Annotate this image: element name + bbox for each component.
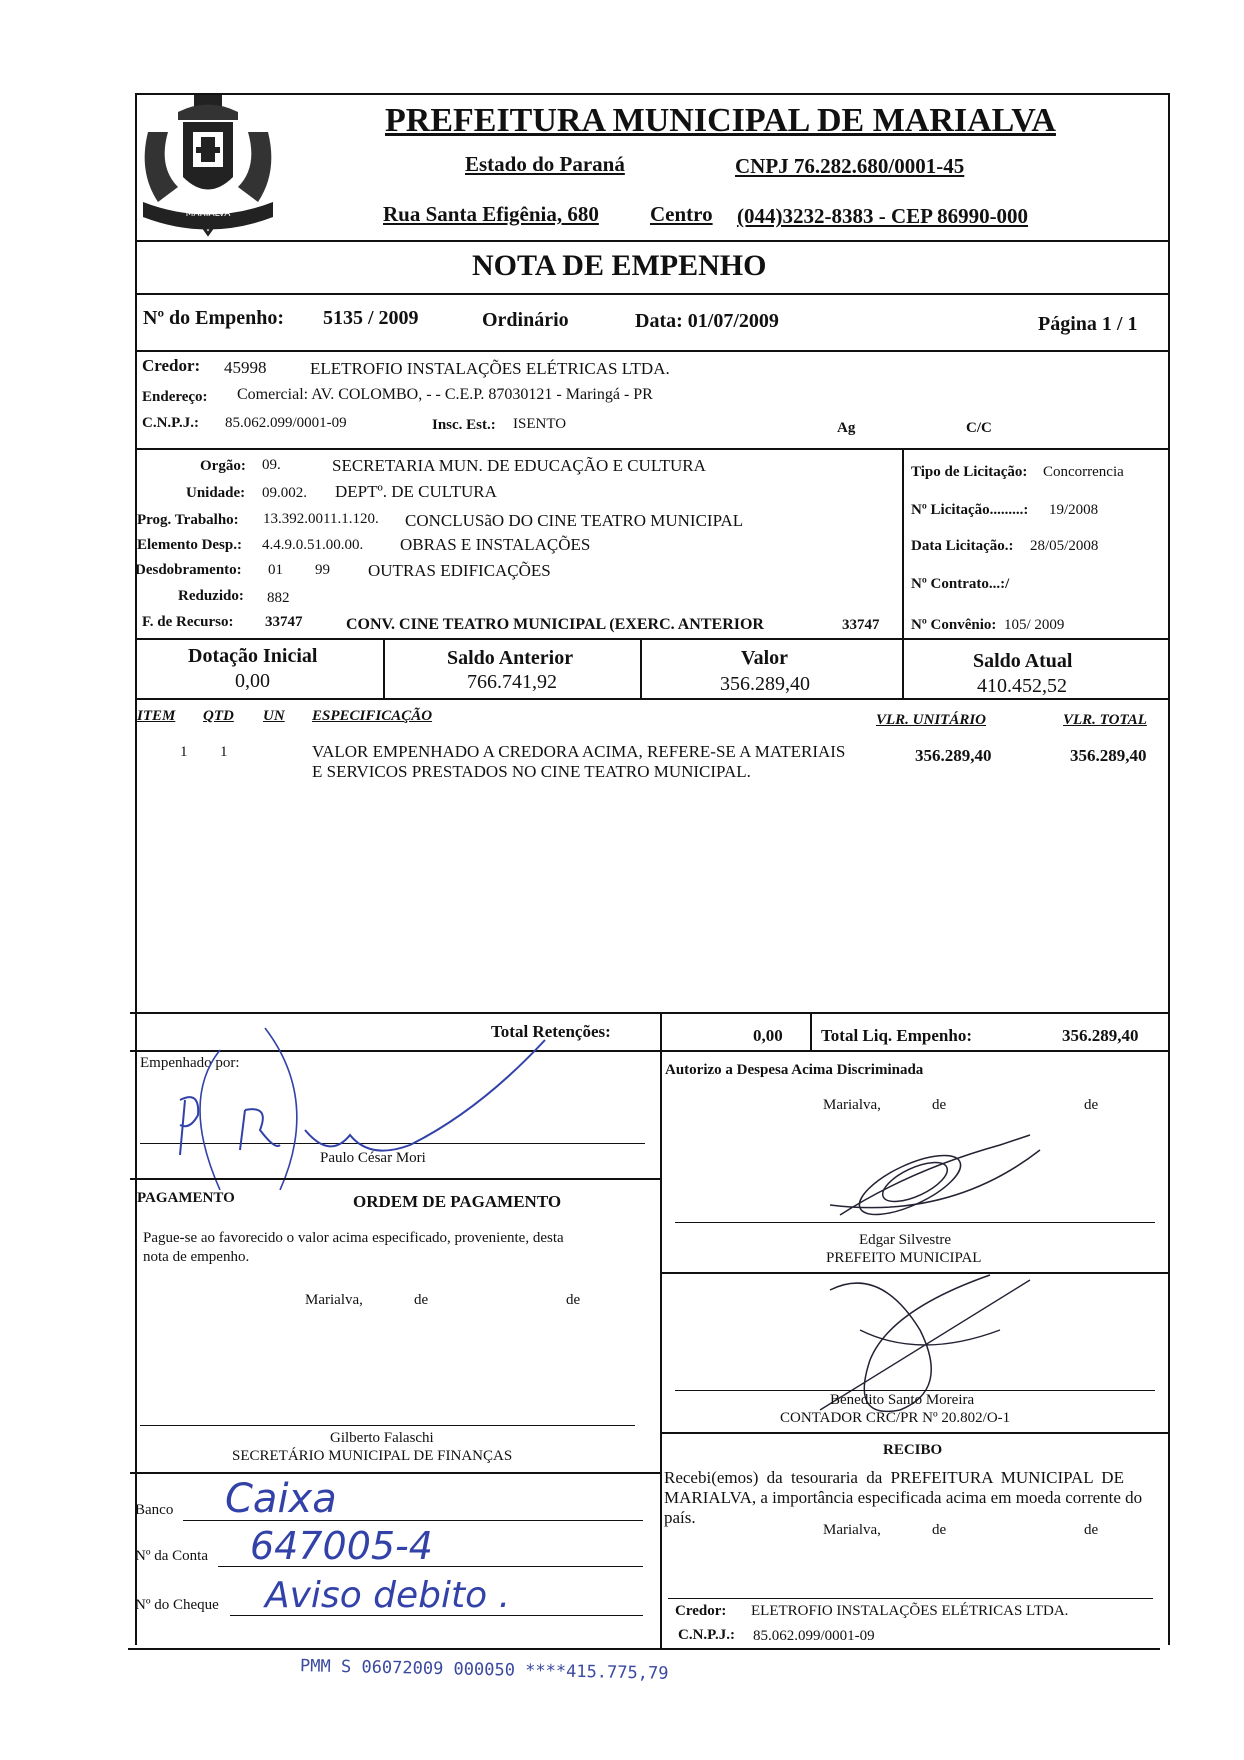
contrato-label: Nº Contrato...:/ — [911, 576, 1010, 592]
insc-label: Insc. Est.: — [432, 417, 496, 433]
saldo-atual-value: 410.452,52 — [977, 675, 1067, 697]
document-title: NOTA DE EMPENHO — [472, 249, 767, 282]
pagamento-text-1: Pague-se ao favorecido o valor acima especificado, proveniente, desta — [143, 1230, 564, 1246]
elemento-name: OBRAS E INSTALAÇÕES — [400, 535, 591, 554]
header-district: Centro — [650, 202, 713, 226]
recibo-place: Marialva, — [823, 1522, 881, 1538]
desdobramento-b: 99 — [315, 562, 330, 578]
col-un: UN — [263, 708, 285, 724]
total-liq-value: 356.289,40 — [1062, 1026, 1139, 1045]
prefeito-signature — [820, 1130, 1050, 1230]
desdobramento-label: Desdobramento: — [135, 562, 242, 578]
unidade-label: Unidade: — [186, 485, 246, 501]
header-street: Rua Santa Efigênia, 680 — [383, 202, 599, 226]
pagamento-place: Marialva, — [305, 1292, 363, 1308]
recibo-text-2: MARIALVA, a importância especificada acima em moeda corrente do — [664, 1488, 1143, 1507]
item-unit-value: 356.289,40 — [915, 746, 992, 765]
prog-code: 13.392.0011.1.120. — [263, 511, 379, 527]
retencoes-value: 0,00 — [753, 1026, 783, 1045]
cheque-label: Nº do Cheque — [135, 1597, 219, 1613]
convenio-value: 105/ 2009 — [1004, 617, 1065, 633]
col-total-value: VLR. TOTAL — [1063, 712, 1147, 728]
unidade-code: 09.002. — [262, 485, 307, 501]
credor-name: ELETROFIO INSTALAÇÕES ELÉTRICAS LTDA. — [310, 359, 670, 378]
dotacao-inicial-label: Dotação Inicial — [188, 645, 318, 667]
autorizo-place: Marialva, — [823, 1097, 881, 1113]
header-cnpj: CNPJ 76.282.680/0001-45 — [735, 154, 965, 178]
tipo-licitacao-label: Tipo de Licitação: — [911, 464, 1028, 480]
pagamento-de-2: de — [566, 1292, 581, 1308]
fonte-code: 33747 — [265, 614, 303, 630]
col-qtd: QTD — [203, 708, 234, 724]
desdobramento-name: OUTRAS EDIFICAÇÕES — [368, 561, 551, 580]
fonte-code-2: 33747 — [842, 617, 880, 633]
ag-label: Ag — [837, 420, 856, 436]
autorizo-de-1: de — [932, 1097, 947, 1113]
insc-value: ISENTO — [513, 416, 567, 432]
credor-cnpj: 85.062.099/0001-09 — [225, 415, 347, 431]
pagamento-label: PAGAMENTO — [137, 1190, 235, 1206]
unidade-name: DEPTº. DE CULTURA — [335, 482, 497, 501]
credor-address: Comercial: AV. COLOMBO, - - C.E.P. 87030121 - Maringá - PR — [237, 386, 653, 403]
autorizo-label: Autorizo a Despesa Acima Discriminada — [665, 1062, 924, 1078]
saldo-anterior-value: 766.741,92 — [467, 671, 557, 693]
pagamento-de-1: de — [414, 1292, 429, 1308]
reduzido-label: Reduzido: — [178, 588, 244, 604]
data-licitacao-label: Data Licitação.: — [911, 538, 1014, 554]
header-phone-cep: (044)3232-8383 - CEP 86990-000 — [737, 204, 1029, 228]
item-spec-line2: E SERVICOS PRESTADOS NO CINE TEATRO MUNICIPAL. — [312, 762, 751, 781]
empenho-type: Ordinário — [482, 309, 569, 331]
orgao-code: 09. — [262, 457, 281, 473]
col-item: ITEM — [137, 708, 176, 724]
prog-label: Prog. Trabalho: — [137, 512, 239, 528]
cheque-value: Aviso debito . — [265, 1575, 511, 1616]
cc-label: C/C — [966, 420, 992, 436]
ordem-pagamento-title: ORDEM DE PAGAMENTO — [353, 1192, 562, 1211]
recibo-credor-label: Credor: — [675, 1603, 727, 1619]
header-state: Estado do Paraná — [465, 152, 625, 176]
saldo-atual-label: Saldo Atual — [973, 650, 1073, 672]
credor-label: Credor: — [142, 356, 201, 375]
item-total-value: 356.289,40 — [1070, 746, 1147, 765]
credor-code: 45998 — [224, 358, 267, 377]
retencoes-label: Total Retenções: — [491, 1022, 611, 1041]
empenho-number-label: Nº do Empenho: — [143, 307, 285, 329]
payment-stamp: PMM S 06072009 000050 ****415.775,79 — [299, 1656, 669, 1684]
financas-name: Gilberto Falaschi — [330, 1430, 434, 1446]
page-indicator: Página 1 / 1 — [1038, 313, 1138, 335]
pagamento-text-2: nota de empenho. — [143, 1249, 250, 1265]
coat-of-arms — [138, 92, 278, 237]
item-spec-line1: VALOR EMPENHADO A CREDORA ACIMA, REFERE-SE A MATERIAIS — [312, 742, 846, 761]
num-licitacao-label: Nº Licitação.........: — [911, 502, 1029, 518]
contador-name: Benedito Santo Moreira — [830, 1392, 975, 1408]
orgao-name: SECRETARIA MUN. DE EDUCAÇÃO E CULTURA — [332, 456, 706, 475]
saldo-anterior-label: Saldo Anterior — [447, 647, 574, 669]
convenio-label: Nº Convênio: — [911, 617, 997, 633]
recibo-de-1: de — [932, 1522, 947, 1538]
empenho-number: 5135 / 2009 — [323, 307, 419, 329]
prefeito-name: Edgar Silvestre — [859, 1232, 952, 1248]
empenhado-name: Paulo César Mori — [320, 1150, 426, 1166]
prefeito-role: PREFEITO MUNICIPAL — [826, 1250, 982, 1266]
prog-name: CONCLUSãO DO CINE TEATRO MUNICIPAL — [405, 511, 744, 530]
valor-value: 356.289,40 — [720, 673, 810, 695]
desdobramento-a: 01 — [268, 562, 283, 578]
recibo-text-1: Recebi(emos) da tesouraria da PREFEITURA MUNICIPAL DE — [664, 1468, 1124, 1487]
header-title: PREFEITURA MUNICIPAL DE MARIALVA — [385, 102, 1056, 139]
item-qtd: 1 — [220, 744, 228, 760]
col-unit-value: VLR. UNITÁRIO — [876, 712, 987, 728]
num-licitacao-value: 19/2008 — [1049, 502, 1099, 518]
conta-label: Nº da Conta — [135, 1548, 208, 1564]
address-label: Endereço: — [142, 389, 208, 405]
empenhado-signature — [160, 1020, 560, 1190]
col-spec: ESPECIFICAÇÃO — [312, 708, 433, 724]
banco-label: Banco — [135, 1502, 174, 1518]
financas-role: SECRETÁRIO MUNICIPAL DE FINANÇAS — [232, 1448, 513, 1464]
recibo-title: RECIBO — [883, 1442, 943, 1458]
orgao-label: Orgão: — [200, 458, 246, 474]
recibo-credor: ELETROFIO INSTALAÇÕES ELÉTRICAS LTDA. — [751, 1603, 1069, 1619]
banco-value: Caixa — [225, 1476, 337, 1522]
data-licitacao-value: 28/05/2008 — [1030, 538, 1099, 554]
empenhado-label: Empenhado por: — [140, 1055, 240, 1071]
fonte-name: CONV. CINE TEATRO MUNICIPAL (EXERC. ANTERIOR — [346, 616, 764, 633]
conta-value: 647005-4 — [250, 1524, 433, 1568]
recibo-cnpj-label: C.N.P.J.: — [678, 1627, 735, 1643]
tipo-licitacao-value: Concorrencia — [1043, 464, 1124, 480]
fonte-label: F. de Recurso: — [142, 614, 234, 630]
svg-text:MARIALVA: MARIALVA — [185, 209, 231, 219]
recibo-cnpj: 85.062.099/0001-09 — [753, 1628, 875, 1644]
elemento-code: 4.4.9.0.51.00.00. — [262, 537, 364, 553]
item-number: 1 — [180, 744, 188, 760]
dotacao-inicial-value: 0,00 — [235, 670, 270, 692]
empenho-date: Data: 01/07/2009 — [635, 310, 779, 332]
total-liq-label: Total Liq. Empenho: — [821, 1026, 972, 1045]
recibo-de-2: de — [1084, 1522, 1099, 1538]
contador-role: CONTADOR CRC/PR Nº 20.802/O-1 — [780, 1410, 1011, 1426]
elemento-label: Elemento Desp.: — [137, 537, 242, 553]
valor-label: Valor — [741, 647, 789, 669]
autorizo-de-2: de — [1084, 1097, 1099, 1113]
recibo-text-3: país. — [664, 1508, 696, 1527]
reduzido-value: 882 — [267, 590, 290, 606]
credor-cnpj-label: C.N.P.J.: — [142, 415, 199, 431]
